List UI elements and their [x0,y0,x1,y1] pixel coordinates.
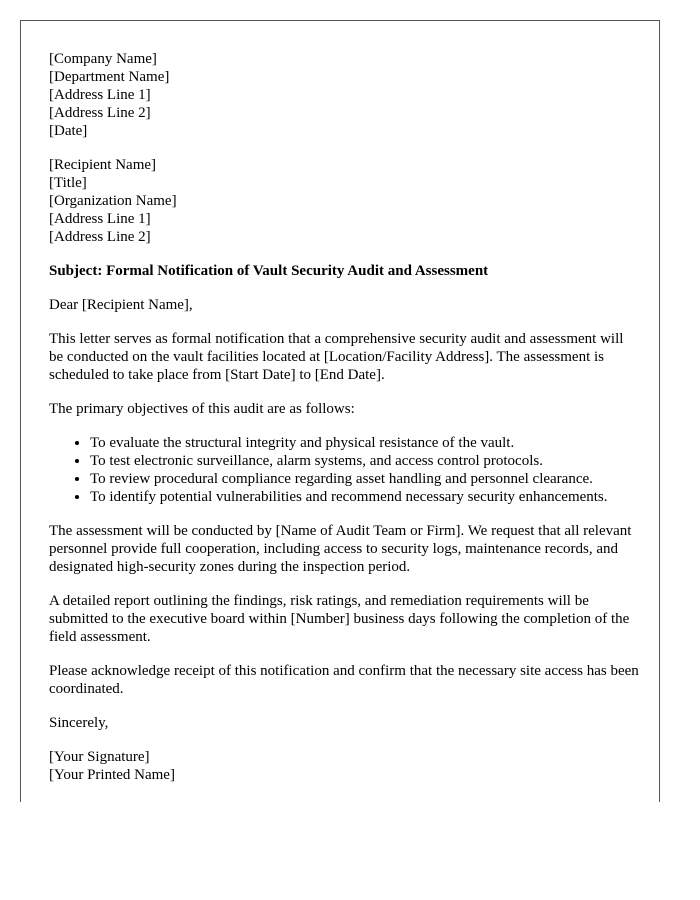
recipient-address-line-1: [Address Line 1] [49,211,151,227]
report-paragraph: A detailed report outlining the findings, risk ratings, and remediation requirements will be submitted to the executive board within [Number] business days following the completion of the field assessment. [49,593,630,645]
acknowledge-paragraph: Please acknowledge receipt of this notification and confirm that the necessary site access has been coordinated. [49,663,639,697]
subject-line: Subject: Formal Notification of Vault Security Audit and Assessment [49,263,489,279]
list-item: • To review procedural compliance regarding asset handling and personnel clearance. [90,470,639,488]
list-item: • To identify potential vulnerabilities and recommend necessary security enhancements. [90,488,639,506]
letter-date: [Date] [49,123,88,139]
letter-content [49,50,639,784]
sender-address-line-2: [Address Line 2] [49,105,151,121]
intro-paragraph: This letter serves as formal notification that a comprehensive security audit and assessment will be conducted on the vault facilities located at [Location/Facility Address]. The assessment is scheduled to take place from [Start Date] to [End Date]. [49,331,624,383]
sender-company: [Company Name] [49,51,157,67]
cooperation-paragraph: The assessment will be conducted by [Name of Audit Team or Firm]. We request that all relevant personnel provide full cooperation, including access to security logs, maintenance records, and designated high-security zones during the inspection period. [49,523,632,575]
sender-address-line-1: [Address Line 1] [49,87,151,103]
signature-block [49,748,639,784]
recipient-organization: [Organization Name] [49,193,177,209]
sender-department: [Department Name] [49,69,170,85]
recipient-address-line-2: [Address Line 2] [49,229,151,245]
list-item: • To test electronic surveillance, alarm systems, and access control protocols. [90,452,639,470]
printed-name: [Your Printed Name] [49,767,175,783]
letter-page [20,20,660,802]
recipient-name: [Recipient Name] [49,157,157,173]
closing: Sincerely, [49,715,109,731]
list-item: • To evaluate the structural integrity and physical resistance of the vault. [90,434,639,452]
salutation: Dear [Recipient Name], [49,297,193,313]
recipient-block [49,156,639,246]
recipient-title: [Title] [49,175,87,191]
sender-block [49,50,639,140]
objectives-intro: The primary objectives of this audit are as follows: [49,401,355,417]
signature-placeholder: [Your Signature] [49,749,150,765]
objectives-list [49,434,639,506]
